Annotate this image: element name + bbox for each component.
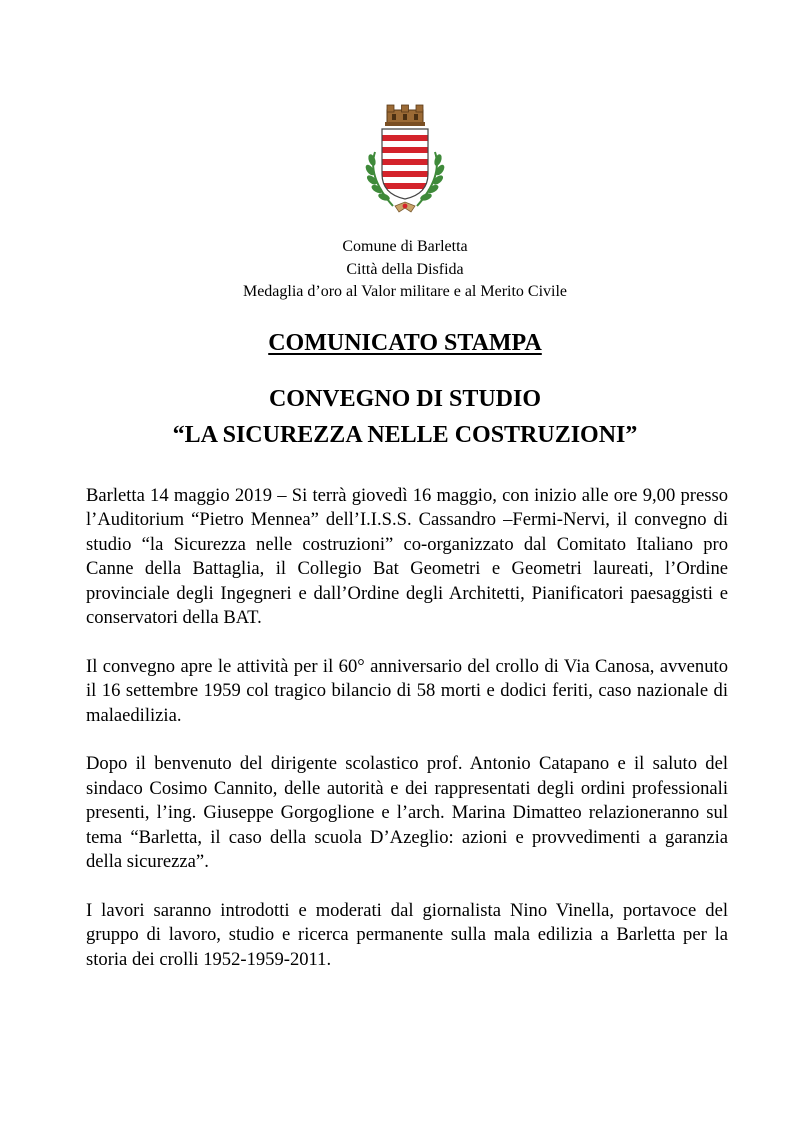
press-release-body (86, 484, 728, 996)
press-release-heading (0, 327, 794, 359)
body-paragraph: Barletta 14 maggio 2019 – Si terrà giovedì 16 maggio, con inizio alle ore 9,00 presso l’Auditorium “Pietro Mennea” dell’I.I.S.S. Cassandro –Fermi-Nervi, il convegno di studio “la Sicurezza nelle costruzioni” co-organizzato dal Comitato Italiano pro Canne della Battaglia, il Collegio Bat Geometri e Geometri laureati, l’Ordine provinciale degli Ingegneri e dall’Ordine degli Architetti, Pianificatori paesaggisti e conservatori della BAT. (86, 485, 728, 629)
body-paragraph: Dopo il benvenuto del dirigente scolastico prof. Antonio Catapano e il saluto del sindaco Cosimo Cannito, delle autorità e dei rappresentati degli ordini professionali presenti, l’ing. Giuseppe Gorgoglione e l’arch. Marina Dimatteo relazioneranno sul tema “Barletta, il caso della scuola D’Azeglio: azioni e provvedimenti a garanzia della sicurezza”. (86, 753, 728, 873)
city-honors: Medaglia d’oro al Valor militare e al Merito Civile (242, 283, 568, 300)
event-title-line-2: “LA SICUREZZA NELLE COSTRUZIONI” (172, 422, 638, 448)
crown-icon (385, 105, 425, 126)
city-motto: Città della Disfida (346, 260, 464, 278)
municipality-header (0, 236, 794, 304)
event-title (0, 381, 794, 453)
press-release-heading-text: COMUNICATO STAMPA (268, 330, 542, 356)
ribbon-icon (395, 202, 415, 212)
coat-of-arms-icon (357, 102, 453, 220)
municipality-name: Comune di Barletta (342, 238, 468, 255)
shield-icon (382, 129, 428, 201)
body-paragraph: I lavori saranno introdotti e moderati dal giornalista Nino Vinella, portavoce del gruppo di lavoro, studio e ricerca permanente sulla mala edilizia a Barletta per la storia dei crolli 1952-1959-2011. (86, 899, 728, 970)
event-title-line-1: CONVEGNO DI STUDIO (268, 386, 542, 412)
body-paragraph: Il convegno apre le attività per il 60° anniversario del crollo di Via Canosa, avvenuto il 16 settembre 1959 col tragico bilancio di 58 morti e dodici feriti, caso nazionale di malaedilizia. (86, 655, 728, 726)
